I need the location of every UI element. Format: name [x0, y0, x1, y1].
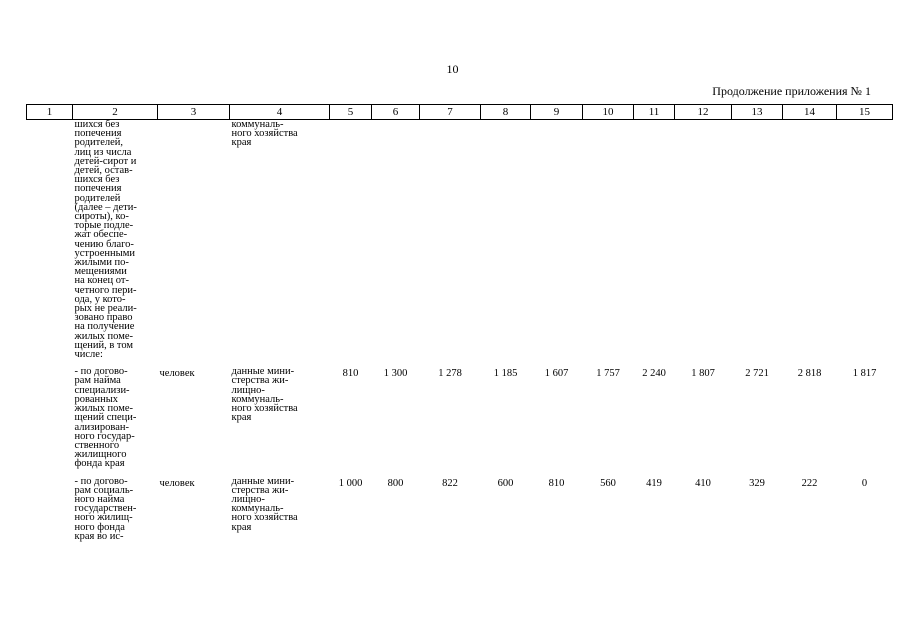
- value-cell: 1 757: [596, 368, 620, 380]
- indicator-cell: - по догово- рам найма специализи- рованных жилых поме- щений специ- ализирован- ного государ- ственного жилищного фонда края: [74, 366, 137, 470]
- row-number-cell: [27, 359, 73, 468]
- unit-cell: человек: [159, 477, 195, 489]
- column-header: 2: [73, 105, 158, 120]
- table-row: [27, 120, 893, 360]
- indicator-cell: - по догово- рам социаль- ного найма государствен- ного жилищ- ного фонда края во ис-: [74, 475, 137, 542]
- value-cell: [420, 120, 481, 360]
- value-cell: 410: [695, 477, 711, 489]
- column-header: 7: [420, 105, 481, 120]
- source-cell: данные мини- стерства жи- лищно- коммуналь- ного хозяйства края: [231, 366, 298, 424]
- value-cell: 1 278: [438, 368, 462, 380]
- value-cell: [634, 120, 675, 360]
- value-cell: 560: [600, 477, 616, 489]
- value-cell: 810: [548, 477, 565, 489]
- source-cell: коммуналь- ного хозяйства края: [231, 119, 298, 149]
- appendix-continuation-label: Продолжение приложения № 1: [712, 84, 871, 98]
- value-cell: [583, 120, 634, 360]
- value-cell: 810: [342, 368, 359, 380]
- column-header: 13: [732, 105, 783, 120]
- row-number-cell: [27, 120, 73, 360]
- column-header: 4: [230, 105, 330, 120]
- column-header: 15: [837, 105, 893, 120]
- table-row: [27, 469, 893, 541]
- appendix-table: [26, 104, 893, 541]
- value-cell: 222: [801, 477, 818, 489]
- column-header: 9: [531, 105, 583, 120]
- value-cell: 1 607: [544, 368, 569, 380]
- column-header: 3: [158, 105, 230, 120]
- value-cell: 800: [387, 477, 404, 489]
- value-cell: [837, 120, 893, 360]
- value-cell: 329: [749, 477, 765, 489]
- value-cell: 2 240: [642, 368, 666, 380]
- table-row: [27, 359, 893, 468]
- source-cell: данные мини- стерства жи- лищно- коммуналь- ного хозяйства края: [231, 475, 298, 533]
- value-cell: 1 185: [493, 368, 518, 380]
- value-cell: 822: [442, 477, 458, 489]
- column-header: 11: [634, 105, 675, 120]
- value-cell: [783, 120, 837, 360]
- value-cell: 1 000: [338, 477, 363, 489]
- table-header-row: [27, 105, 893, 120]
- column-header: 10: [583, 105, 634, 120]
- value-cell: 419: [646, 477, 662, 489]
- column-header: 14: [783, 105, 837, 120]
- value-cell: 1 807: [691, 368, 715, 380]
- value-cell: 1 300: [383, 368, 408, 380]
- value-cell: 1 817: [852, 368, 877, 380]
- column-header: 8: [481, 105, 531, 120]
- unit-cell: [158, 120, 230, 360]
- indicator-cell: шихся без попечения родителей, лиц из числа детей-сирот и детей, остав- шихся без попечения родителей (далее – дети- сироты), ко- торые подле- жат обеспе- чению благо- устроенными жилыми по- мещениями на конец от- четного пери- ода, у кото- рых не реали- зовано право на получение жилых поме- щений, в том числе:: [74, 119, 137, 361]
- column-header: 12: [675, 105, 732, 120]
- value-cell: [481, 120, 531, 360]
- column-header: 1: [27, 105, 73, 120]
- value-cell: [330, 120, 372, 360]
- value-cell: [675, 120, 732, 360]
- value-cell: [531, 120, 583, 360]
- value-cell: 600: [497, 477, 514, 489]
- value-cell: 2 721: [745, 368, 769, 380]
- value-cell: [372, 120, 420, 360]
- page-number: 10: [446, 62, 459, 76]
- value-cell: 0: [861, 477, 868, 489]
- column-header: 5: [330, 105, 372, 120]
- column-header: 6: [372, 105, 420, 120]
- unit-cell: человек: [159, 368, 195, 380]
- row-number-cell: [27, 469, 73, 541]
- value-cell: [732, 120, 783, 360]
- value-cell: 2 818: [797, 368, 822, 380]
